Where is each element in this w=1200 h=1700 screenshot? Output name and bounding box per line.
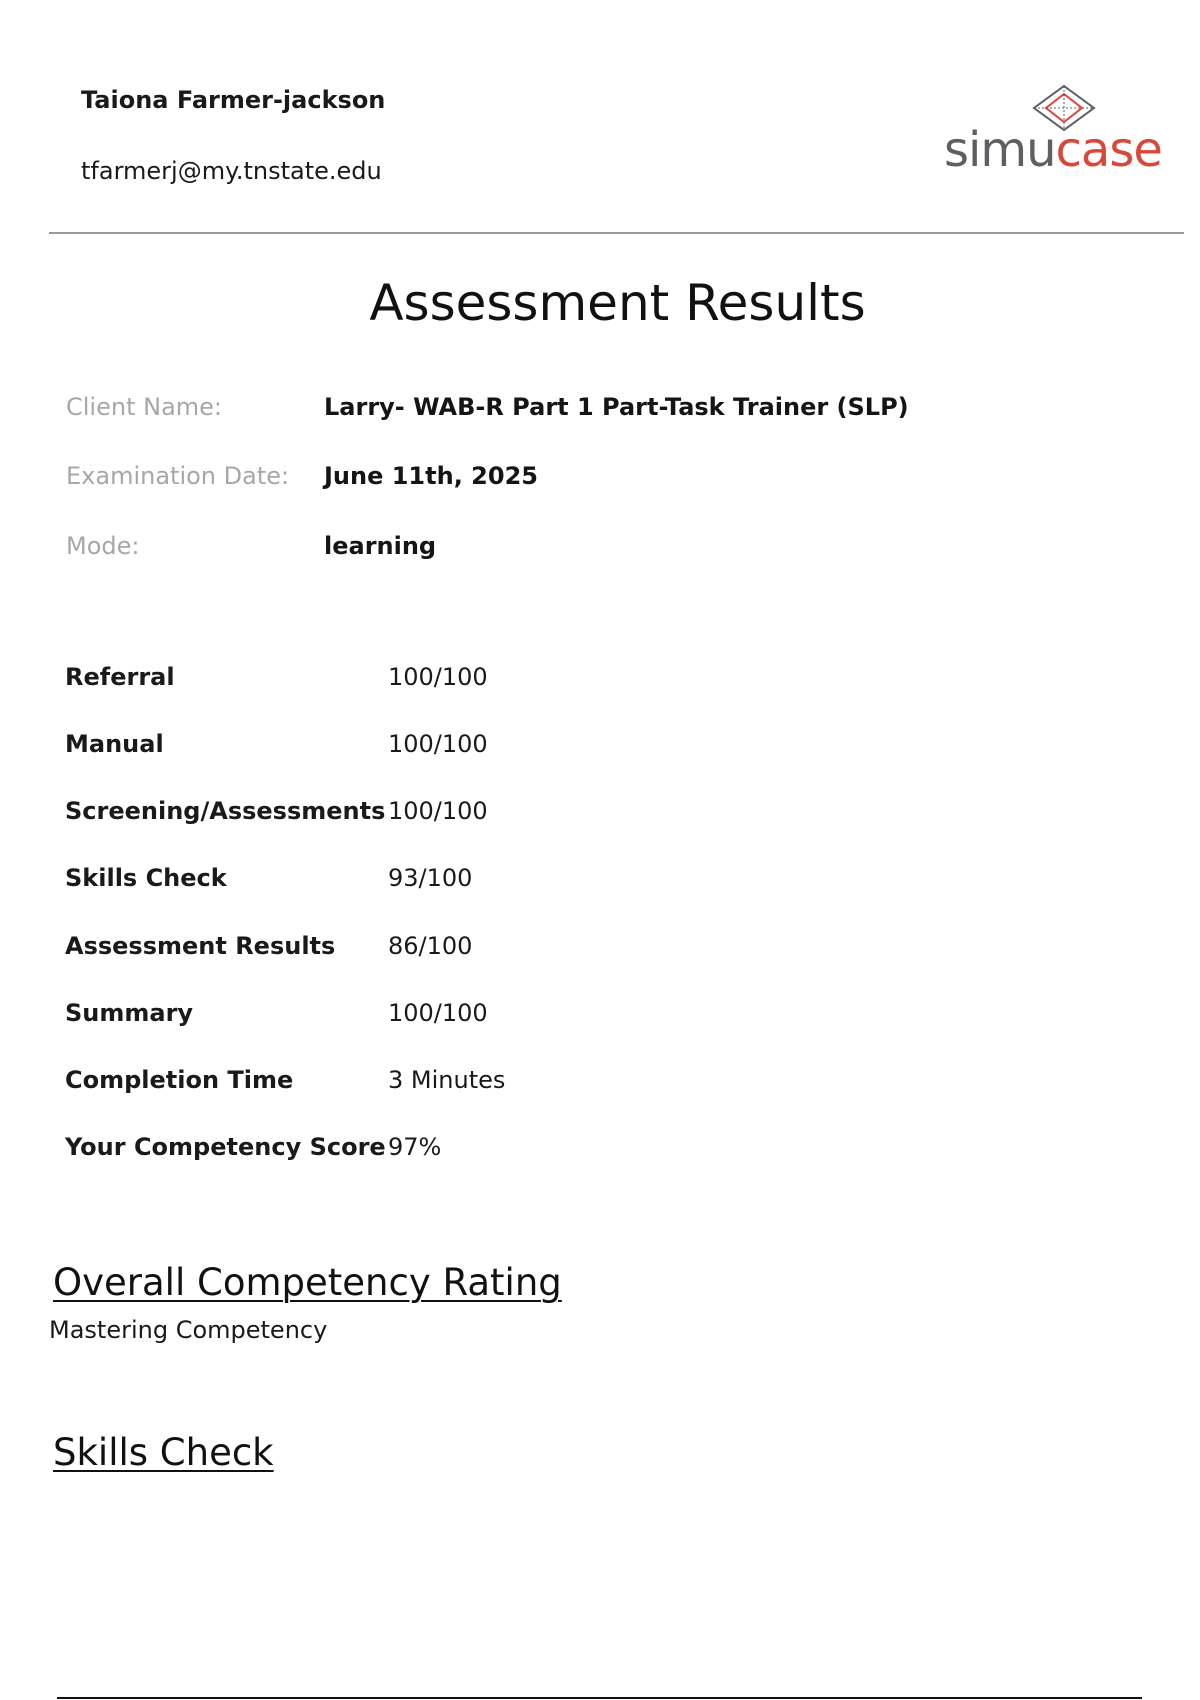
score-value-skills-check: 93/100 — [388, 864, 473, 892]
mode-label: Mode: — [66, 532, 140, 560]
score-label-assessment-results: Assessment Results — [65, 932, 336, 960]
score-label-referral: Referral — [65, 663, 175, 691]
client-name-label: Client Name: — [66, 393, 222, 421]
logo-text-case: case — [1055, 122, 1162, 178]
student-email: tfarmerj@my.tnstate.edu — [81, 157, 382, 185]
score-label-completion-time: Completion Time — [65, 1066, 294, 1094]
score-value-screening: 100/100 — [388, 797, 488, 825]
page-title: Assessment Results — [369, 274, 866, 332]
mode-value: learning — [324, 532, 437, 560]
client-name-value: Larry- WAB-R Part 1 Part-Task Trainer (SLP) — [324, 393, 909, 421]
score-value-assessment-results: 86/100 — [388, 932, 473, 960]
score-value-competency: 97% — [388, 1133, 442, 1161]
exam-date-value: June 11th, 2025 — [324, 462, 538, 490]
overall-rating-heading: Overall Competency Rating — [53, 1261, 562, 1304]
score-label-screening: Screening/Assessments — [65, 797, 386, 825]
bottom-divider — [57, 1697, 1142, 1699]
score-value-referral: 100/100 — [388, 663, 488, 691]
score-label-skills-check: Skills Check — [65, 864, 227, 892]
score-label-manual: Manual — [65, 730, 164, 758]
student-name: Taiona Farmer-jackson — [81, 86, 386, 114]
simucase-logo — [940, 84, 1185, 184]
header-divider — [49, 232, 1184, 234]
logo-wordmark — [944, 122, 1162, 178]
score-value-summary: 100/100 — [388, 999, 488, 1027]
exam-date-label: Examination Date: — [66, 462, 290, 490]
score-value-manual: 100/100 — [388, 730, 488, 758]
overall-rating-value: Mastering Competency — [49, 1316, 328, 1344]
logo-text-simu: simu — [944, 122, 1056, 178]
score-label-competency: Your Competency Score — [65, 1133, 386, 1161]
score-value-completion-time: 3 Minutes — [388, 1066, 506, 1094]
score-label-summary: Summary — [65, 999, 194, 1027]
skills-check-heading: Skills Check — [53, 1431, 274, 1474]
